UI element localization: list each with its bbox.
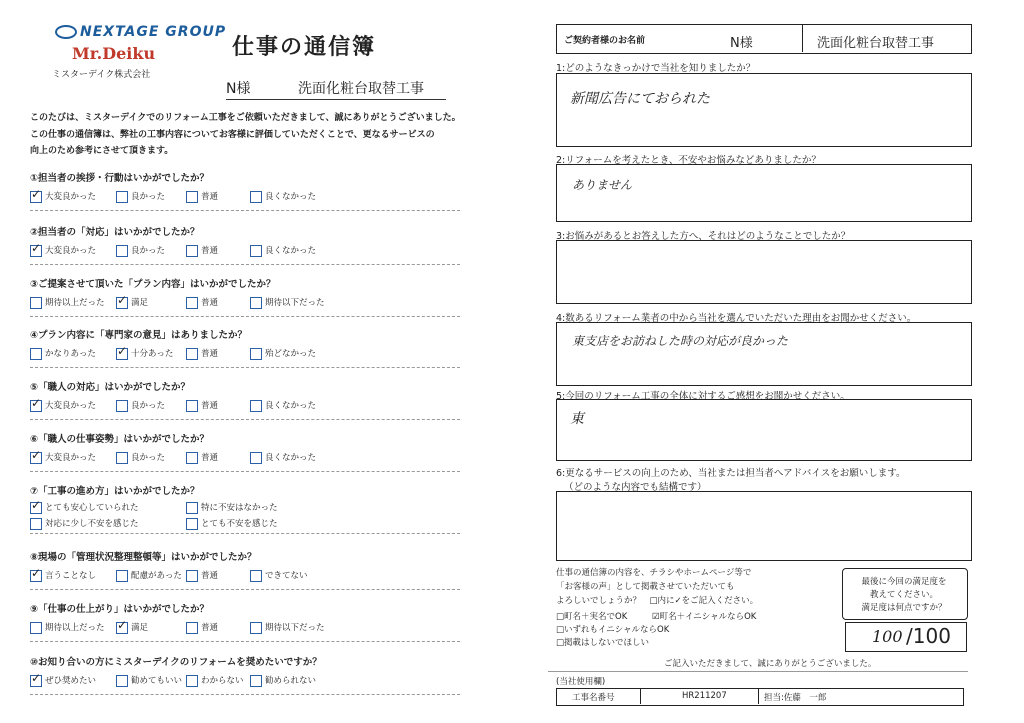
- option-label: ぜひ奨めたい: [45, 676, 97, 686]
- logo-mark-icon: [55, 25, 77, 39]
- option-checkbox[interactable]: [250, 244, 316, 257]
- checkbox-icon[interactable]: [250, 297, 262, 309]
- option-label: 普通: [201, 298, 219, 308]
- name-underline: [226, 99, 446, 100]
- dashed-divider: [30, 419, 460, 420]
- option-label: 普通: [201, 246, 219, 256]
- dashed-divider: [30, 641, 460, 642]
- score-written: 100: [872, 627, 903, 646]
- checkbox-icon[interactable]: [186, 191, 198, 203]
- option-label: 良くなかった: [265, 453, 317, 463]
- option-label: 大変良かった: [45, 453, 97, 463]
- checkbox-checked-icon[interactable]: [30, 191, 42, 203]
- option-label: 期待以下だった: [265, 298, 325, 308]
- checkbox-icon[interactable]: [250, 400, 262, 412]
- question-label: ⑨「仕事の仕上がり」はいかがでしたか？: [30, 604, 210, 615]
- option-label: とても不安を感じた: [201, 519, 278, 529]
- office-use-label: (当社使用欄): [556, 677, 606, 687]
- work-number-label: 工事名番号: [572, 693, 615, 703]
- checkbox-icon[interactable]: [116, 400, 128, 412]
- staff-name: 担当:佐藤 一郎: [764, 693, 827, 703]
- option-label: 良くなかった: [265, 192, 317, 202]
- option-checkbox[interactable]: [186, 399, 218, 412]
- option-checkbox[interactable]: [116, 399, 165, 412]
- option-label: 満足: [131, 298, 149, 308]
- customer-divider: [802, 24, 803, 52]
- question-3: 3:お悩みがあるとお答えした方へ、それはどのようなことでしたか？: [556, 231, 851, 242]
- dashed-divider: [30, 471, 460, 472]
- option-checkbox[interactable]: [186, 296, 218, 309]
- question-label: ⑥「職人の仕事姿勢」はいかがでしたか？: [30, 434, 210, 445]
- office-divider-1: [640, 688, 641, 704]
- option-label: 良くなかった: [265, 246, 317, 256]
- option-checkbox[interactable]: [116, 451, 165, 464]
- option-checkbox[interactable]: [186, 190, 218, 203]
- dashed-divider: [30, 210, 460, 211]
- option-checkbox[interactable]: [30, 347, 96, 360]
- checkbox-checked-icon[interactable]: [116, 348, 128, 360]
- checkbox-icon[interactable]: [30, 297, 42, 309]
- answer-2: ありません: [572, 178, 633, 192]
- option-label: 特に不安はなかった: [201, 503, 278, 513]
- checkbox-icon[interactable]: [30, 348, 42, 360]
- intro-line-1: このたびは、ミスターデイクでのリフォーム工事をご依頼いただきまして、誠にありがとうございました。: [30, 113, 461, 123]
- publish-question: 仕事の通信簿の内容を、チラシやホームページ等で 「お客様の声」として掲載させていただいても よろしいでしょうか？ □内に✓をご記入ください。: [556, 568, 759, 606]
- dashed-divider: [30, 367, 460, 368]
- checkbox-icon[interactable]: [116, 570, 128, 582]
- checkbox-icon[interactable]: [186, 348, 198, 360]
- page-title: 仕事の通信簿: [232, 35, 377, 60]
- checkbox-icon[interactable]: [250, 245, 262, 257]
- question-label: ③ご提案させて頂いた「プラン内容」はいかがでしたか？: [30, 279, 276, 290]
- option-checkbox[interactable]: [30, 451, 96, 464]
- option-label: 大変良かった: [45, 192, 97, 202]
- intro-line-3: 向上のため参考にさせて頂きます。: [30, 146, 174, 156]
- option-checkbox[interactable]: [116, 296, 148, 309]
- question-1: 1:どのようなきっかけで当社を知りましたか？: [556, 63, 756, 74]
- option-label: 良かった: [131, 453, 166, 463]
- checkbox-icon[interactable]: [250, 452, 262, 464]
- option-checkbox[interactable]: [30, 190, 96, 203]
- option-label: 言うことなし: [45, 571, 97, 581]
- answer-box-2[interactable]: [556, 164, 972, 222]
- option-label: かなりあった: [45, 349, 96, 359]
- checkbox-icon[interactable]: [186, 297, 198, 309]
- answer-box-5[interactable]: [556, 399, 972, 461]
- checkbox-icon[interactable]: [116, 675, 128, 687]
- answer-4: 東支店をお訪ねした時の対応が良かった: [572, 334, 789, 348]
- question-label: ④プラン内容に「専門家の意見」はありましたか？: [30, 330, 248, 341]
- question-label: ⑦「工事の進め方」はいかがでしたか？: [30, 486, 200, 497]
- checkbox-icon[interactable]: [250, 191, 262, 203]
- option-label: 良かった: [131, 401, 166, 411]
- question-label: ②担当者の「対応」はいかがでしたか？: [30, 227, 200, 238]
- option-label: 普通: [201, 623, 219, 633]
- checkbox-checked-icon[interactable]: [30, 570, 42, 582]
- question-label: ⑤「職人の対応」はいかがでしたか？: [30, 382, 191, 393]
- option-checkbox[interactable]: [116, 244, 165, 257]
- option-checkbox[interactable]: [30, 296, 105, 309]
- option-label: とても安心していられた: [45, 503, 139, 513]
- checkbox-icon[interactable]: [186, 675, 198, 687]
- publish-option-3[interactable]: □いずれもイニシャルならOK: [556, 625, 670, 635]
- option-label: 普通: [201, 453, 219, 463]
- checkbox-icon[interactable]: [250, 622, 262, 634]
- question-label: ①担当者の挨拶・行動はいかがでしたか？: [30, 173, 210, 184]
- option-checkbox[interactable]: [30, 674, 96, 687]
- option-checkbox[interactable]: [250, 569, 308, 582]
- option-checkbox[interactable]: [186, 501, 278, 514]
- option-label: 期待以下だった: [265, 623, 325, 633]
- answer-box-1[interactable]: [556, 73, 972, 147]
- option-label: 勧められない: [265, 676, 317, 686]
- dashed-divider: [30, 264, 460, 265]
- option-checkbox[interactable]: [30, 244, 96, 257]
- option-checkbox[interactable]: [30, 501, 139, 514]
- answer-box-3[interactable]: [556, 240, 972, 304]
- option-label: 良かった: [131, 246, 166, 256]
- option-label: 良くなかった: [265, 401, 317, 411]
- option-checkbox[interactable]: [116, 621, 148, 634]
- option-label: 対応に少し不安を感じた: [45, 519, 139, 529]
- checkbox-icon[interactable]: [30, 518, 42, 530]
- question-4: 4:数あるリフォーム業者の中から当社を選んでいただいた理由をお聞かせください。: [556, 313, 917, 324]
- checkbox-icon[interactable]: [250, 348, 262, 360]
- option-label: できてない: [265, 571, 308, 581]
- option-label: 普通: [201, 401, 219, 411]
- checkbox-icon[interactable]: [30, 622, 42, 634]
- question-2: 2:リフォームを考えたとき、不安やお悩みなどありましたか？: [556, 155, 821, 166]
- question-5: 5:今回のリフォーム工事の全体に対するご感想をお聞かせください。: [556, 391, 850, 402]
- option-checkbox[interactable]: [250, 347, 316, 360]
- brand-name: Mr.Deiku: [72, 44, 156, 63]
- option-checkbox[interactable]: [116, 674, 182, 687]
- question-label: ⑩お知り合いの方にミスターデイクのリフォームを奨めたいですか？: [30, 657, 322, 668]
- intro-line-2: この仕事の通信簿は、弊社の工事内容についてお客様に評価していただくことで、更なるサービスの: [30, 130, 435, 140]
- option-label: 大変良かった: [45, 246, 97, 256]
- office-use-row: [556, 688, 964, 706]
- option-checkbox[interactable]: [116, 347, 173, 360]
- office-divider: [548, 671, 968, 672]
- option-label: 期待以上だった: [45, 623, 105, 633]
- option-checkbox[interactable]: [186, 569, 218, 582]
- option-checkbox[interactable]: [186, 674, 244, 687]
- option-checkbox[interactable]: [186, 451, 218, 464]
- option-label: わからない: [201, 676, 244, 686]
- checkbox-icon[interactable]: [186, 570, 198, 582]
- score-box[interactable]: [845, 622, 967, 652]
- option-checkbox[interactable]: [30, 621, 105, 634]
- option-label: 殆どなかった: [265, 349, 317, 359]
- answer-5: 東: [570, 411, 584, 427]
- checkbox-icon[interactable]: [186, 622, 198, 634]
- option-checkbox[interactable]: [250, 399, 316, 412]
- option-checkbox[interactable]: [250, 621, 325, 634]
- checkbox-checked-icon[interactable]: [30, 675, 42, 687]
- answer-1: 新聞広告にておられた: [570, 91, 710, 107]
- option-checkbox[interactable]: [30, 399, 96, 412]
- option-label: 良かった: [131, 192, 166, 202]
- publish-option-1[interactable]: □町名＋実名でOK: [556, 612, 628, 622]
- checkbox-checked-icon[interactable]: [30, 400, 42, 412]
- question-label: ⑧現場の「管理状況整理整頓等」はいかがでしたか？: [30, 552, 257, 563]
- option-label: 普通: [201, 571, 219, 581]
- checkbox-checked-icon[interactable]: [116, 622, 128, 634]
- option-label: 普通: [201, 192, 219, 202]
- option-checkbox[interactable]: [116, 569, 182, 582]
- option-label: 満足: [131, 623, 149, 633]
- checkbox-icon[interactable]: [116, 452, 128, 464]
- option-checkbox[interactable]: [186, 347, 218, 360]
- dashed-divider: [30, 694, 460, 695]
- dashed-divider: [30, 533, 460, 534]
- checkbox-icon[interactable]: [186, 400, 198, 412]
- option-checkbox[interactable]: [250, 296, 325, 309]
- customer-label: ご契約者様のお名前: [564, 36, 646, 46]
- thanks-text: ご記入いただきまして、誠にありがとうございました。: [664, 659, 877, 669]
- checkbox-icon[interactable]: [116, 191, 128, 203]
- checkbox-checked-icon[interactable]: [116, 297, 128, 309]
- option-checkbox[interactable]: [250, 190, 316, 203]
- option-checkbox[interactable]: [30, 569, 96, 582]
- office-divider-2: [758, 688, 759, 704]
- checkbox-icon[interactable]: [250, 675, 262, 687]
- work-name: 洗面化粧台取替工事: [298, 81, 424, 97]
- option-label: 配慮があった: [131, 571, 182, 581]
- answer-box-6[interactable]: [556, 491, 972, 561]
- option-checkbox[interactable]: [186, 517, 278, 530]
- score-total: /100: [906, 624, 951, 648]
- option-label: 大変良かった: [45, 401, 97, 411]
- checkbox-icon[interactable]: [186, 452, 198, 464]
- publish-option-4[interactable]: □掲載はしないでほしい: [556, 638, 650, 648]
- checkbox-icon[interactable]: [250, 570, 262, 582]
- publish-option-2[interactable]: ☑町名＋イニシャルならOK: [652, 612, 757, 622]
- option-label: 勧めてもいい: [131, 676, 183, 686]
- nextage-logo: NEXTAGE GROUP: [55, 24, 226, 40]
- option-label: 期待以上だった: [45, 298, 105, 308]
- option-checkbox[interactable]: [30, 517, 139, 530]
- customer-name: N様: [226, 81, 251, 97]
- option-checkbox[interactable]: [250, 674, 316, 687]
- company-name: ミスターデイク株式会社: [52, 70, 151, 80]
- checkbox-checked-icon[interactable]: [30, 245, 42, 257]
- option-checkbox[interactable]: [186, 621, 218, 634]
- checkbox-icon[interactable]: [116, 245, 128, 257]
- option-label: 普通: [201, 349, 219, 359]
- checkbox-checked-icon[interactable]: [30, 502, 42, 514]
- customer-name-right: N様: [730, 36, 753, 51]
- checkbox-checked-icon[interactable]: [30, 452, 42, 464]
- checkbox-icon[interactable]: [186, 502, 198, 514]
- question-6-sub: （どのような内容でも結構です）: [564, 482, 707, 493]
- dashed-divider: [30, 316, 460, 317]
- work-number: HR211207: [682, 691, 727, 701]
- option-checkbox[interactable]: [116, 190, 165, 203]
- dashed-divider: [30, 589, 460, 590]
- option-label: 十分あった: [131, 349, 174, 359]
- checkbox-icon[interactable]: [186, 518, 198, 530]
- work-name-right: 洗面化粧台取替工事: [817, 36, 935, 51]
- option-checkbox[interactable]: [250, 451, 316, 464]
- checkbox-icon[interactable]: [186, 245, 198, 257]
- question-6: 6:更なるサービスの向上のため、当社または担当者へアドバイスをお願いします。: [556, 468, 906, 479]
- option-checkbox[interactable]: [186, 244, 218, 257]
- satisfaction-question: 最後に今回の満足度を 教えてください。 満足度は何点ですか？: [861, 577, 947, 613]
